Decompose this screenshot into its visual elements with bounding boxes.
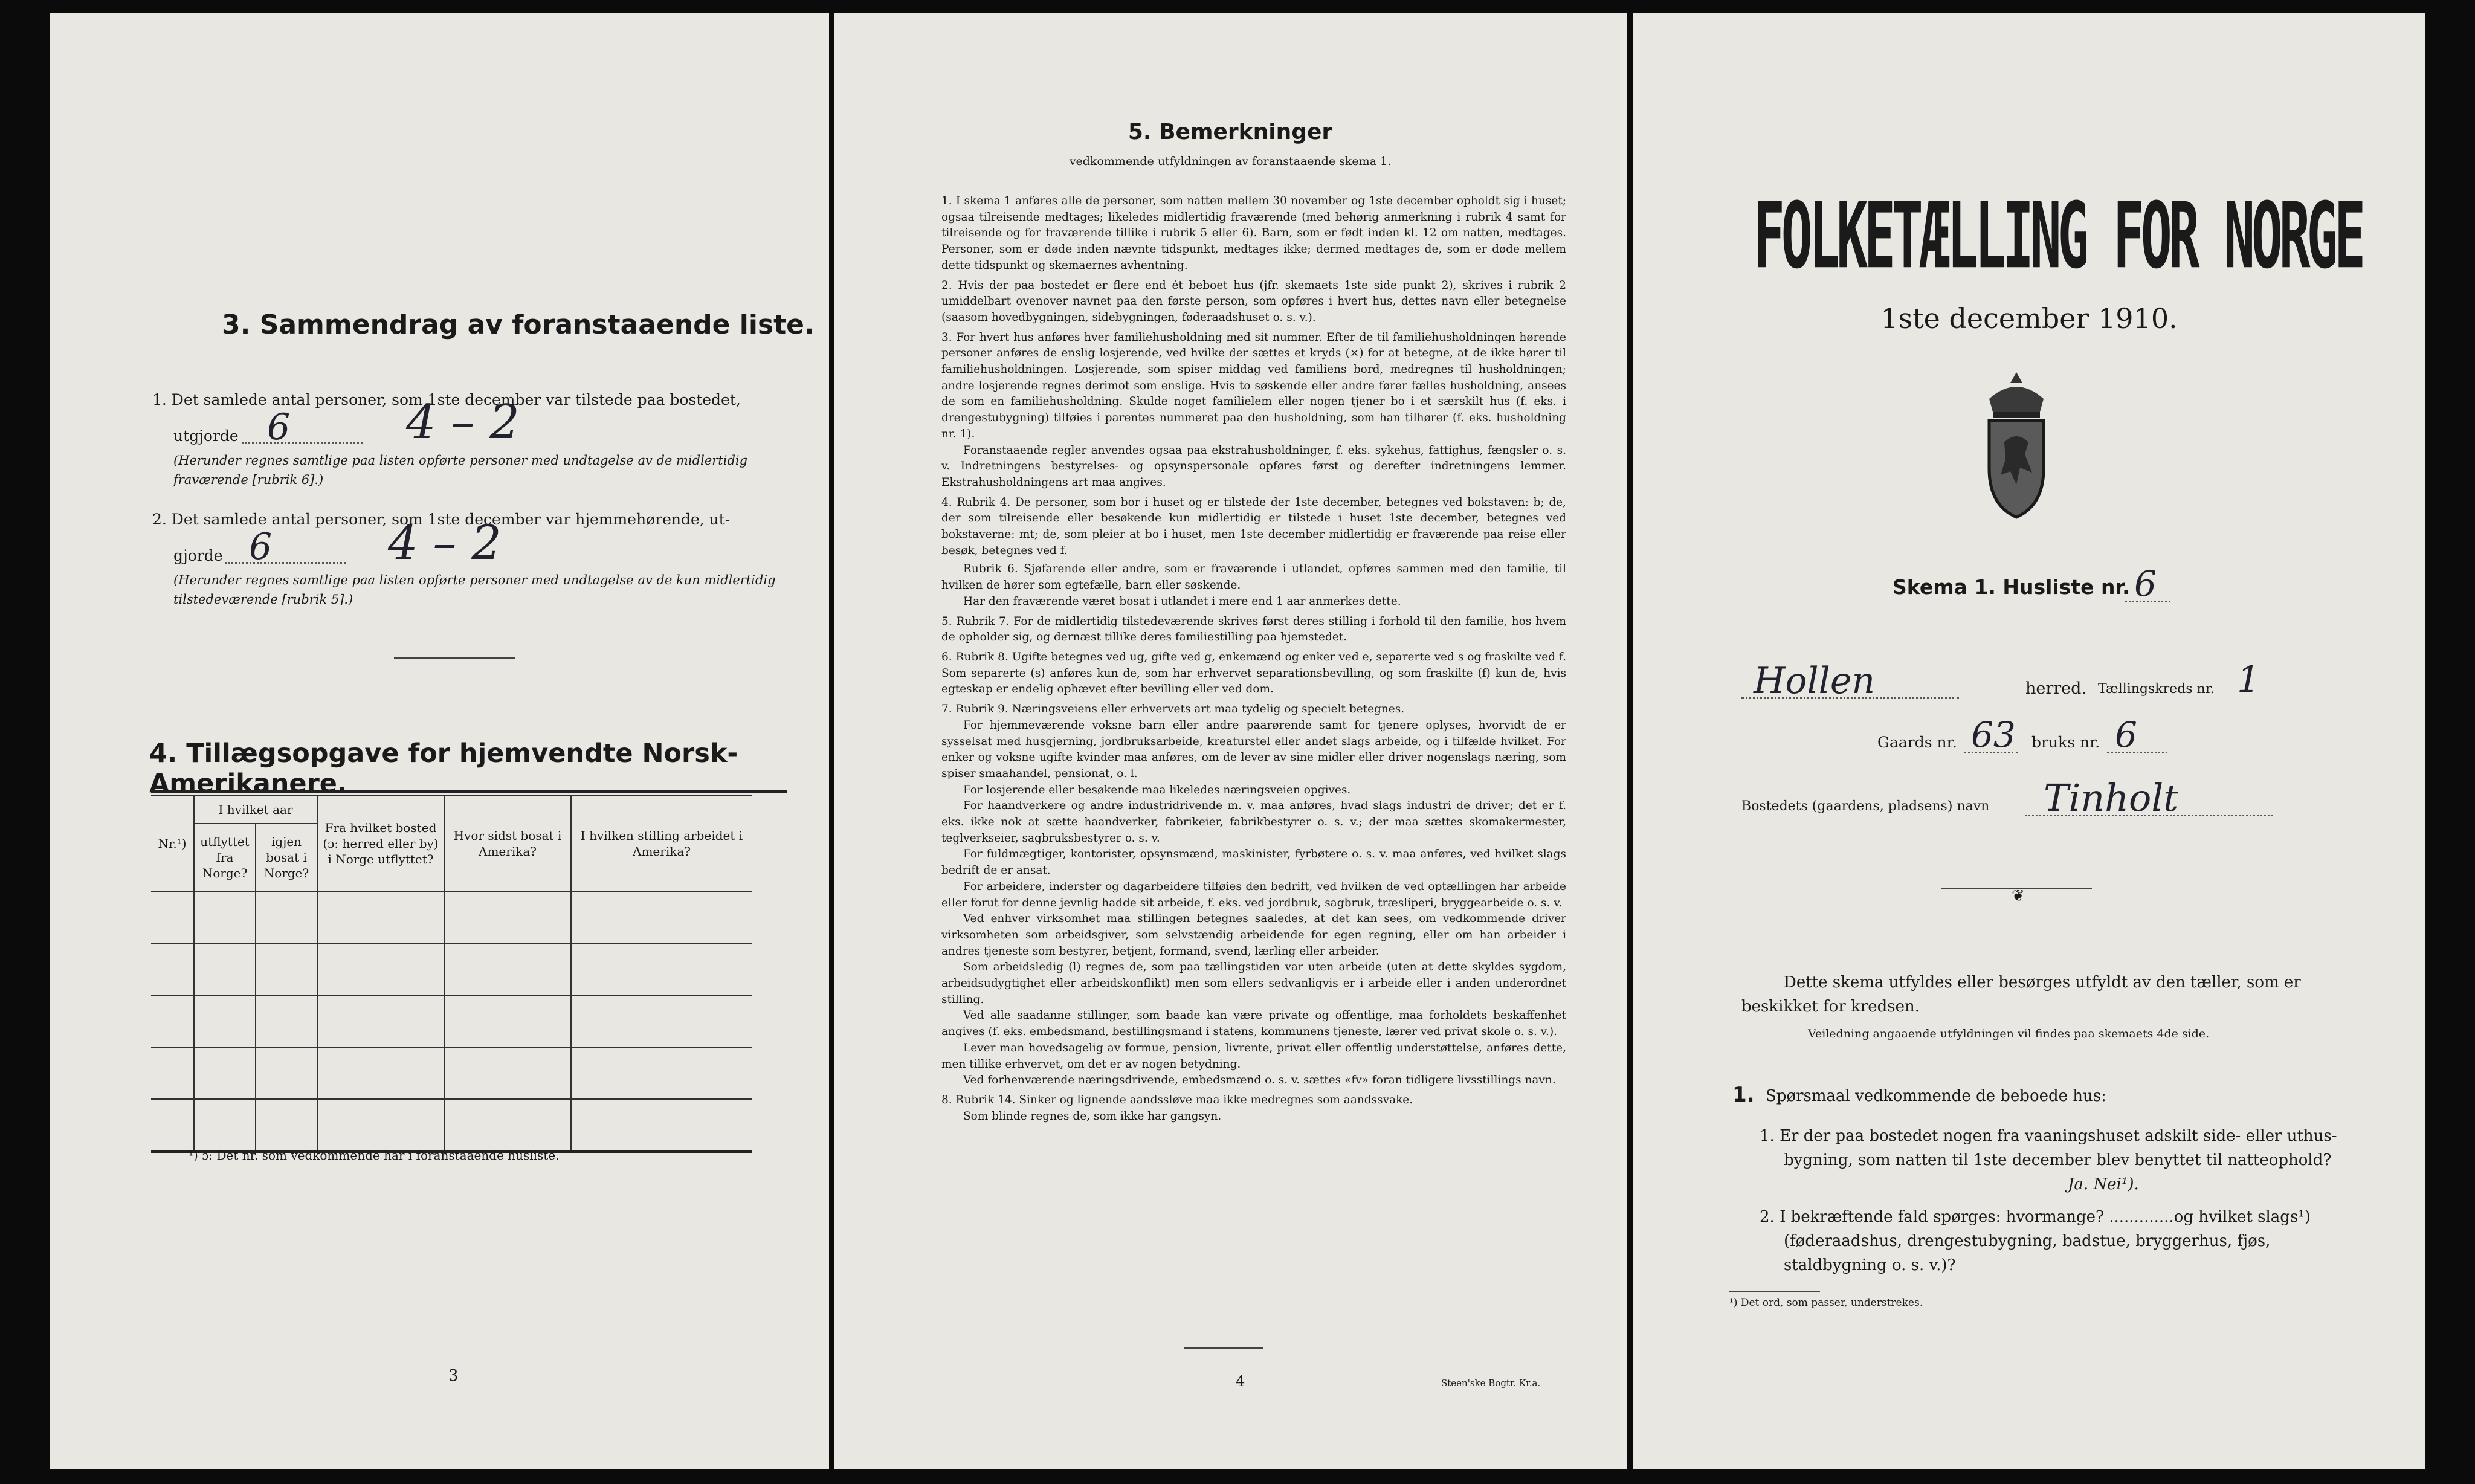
remark-paragraph: For fuldmægtiger, kontorister, opsynsmænd, maskinister, fyrbøtere o. s. v. maa anføres, ved hvilket slags bedrift de er ansat. — [941, 848, 1566, 877]
printer-mark: Steen'ske Bogtr. Kr.a. — [1441, 1378, 1541, 1389]
bruks-label: bruks nr. — [2031, 734, 2100, 751]
kreds-label: Tællingskreds nr. — [2098, 682, 2215, 697]
item1-handwritten: 4 – 2 — [406, 395, 520, 450]
remark-paragraph: Foranstaaende regler anvendes ogsaa paa ekstrahusholdninger, f. eks. sykehus, fattighus, fængsler o. s. v. Indretningens bestyrelses- og opsynspersonale opføres først og derefter indretningens lemmer. Ekstrahusholdningens art maa angives. — [941, 444, 1566, 489]
item1-text: 1. Det samlede antal personer, som 1ste december var tilstede paa bostedet, — [152, 391, 741, 408]
husliste-dotline — [2125, 601, 2170, 602]
intro-text: Dette skema utfyldes eller besørges utfyldt av den tæller, som er beskikket for kredsen. — [1741, 973, 2301, 1016]
item2-dotline — [225, 562, 346, 564]
footnote: ¹) Det ord, som passer, understrekes. — [1729, 1297, 1923, 1309]
gaards-value: 63 — [1971, 714, 2016, 755]
item2-gjorde-label: gjorde — [173, 547, 223, 564]
section3-title: 3. Sammendrag av foranstaaende liste. — [222, 309, 815, 340]
norsk-amerikanere-table — [151, 795, 752, 1153]
bosted-label: Bostedets (gaardens, pladsens) navn — [1741, 799, 1990, 814]
herred-dotline — [1741, 697, 1959, 699]
item1-utgjorde-label: utgjorde — [173, 427, 239, 445]
table-footnote: ¹) ɔ: Det nr. som vedkommende har i foranstaaende husliste. — [189, 1148, 560, 1163]
item2-note: (Herunder regnes samtlige paa listen opførte personer med undtagelse av de kun midlertidig tilstedeværende [rubrik 5].) — [173, 573, 776, 607]
page-number: 3 — [448, 1367, 459, 1385]
remark-paragraph: Ved forhenværende næringsdrivende, embedsmænd o. s. v. sættes «fv» foran tidligere livsstillings navn. — [963, 1074, 1556, 1087]
item2-value: 6 — [249, 526, 273, 568]
item2-text: 2. Det samlede antal personer, som 1ste december var hjemmehørende, ut- — [152, 511, 731, 528]
veiledning-text: Veiledning angaaende utfyldningen vil findes paa skemaets 4de side. — [1808, 1027, 2210, 1040]
bottom-rule — [1184, 1347, 1263, 1349]
remark-paragraph: Som arbeidsledig (l) regnes de, som paa tællingstiden var uten arbeide (uten at dette skyldes sygdom, arbeidsudygtighet eller arbeidskonflikt) men som ellers sedvanligvis er i arbeide eller i anden underordnet stilling. — [941, 961, 1566, 1006]
bosted-value: Tinholt — [2044, 776, 2179, 820]
gaards-label: Gaards nr. — [1877, 734, 1957, 751]
section4-title: 4. Tillægsopgave for hjemvendte Norsk-Amerikanere. — [149, 738, 738, 799]
remark-paragraph: 6. Rubrik 8. Ugifte betegnes ved ug, gifte ved g, enkemænd og enker ved e, separerte ved s og fraskilte ved f. Som separerte (s) anføres kun de, som har erhvervet separationsbevilling, og som fraskilte (f) kun de, hvis egteskap er endelig ophævet efter bevilling eller ved dom. — [941, 650, 1566, 696]
page-middle — [834, 13, 1627, 1469]
remarks-subtitle: vedkommende utfyldningen av foranstaaende skema 1. — [1069, 155, 1392, 168]
bosted-dotline — [2025, 815, 2273, 816]
th-stilling: I hvilken stilling arbeidet i Amerika? — [571, 796, 752, 891]
divider-rule — [394, 657, 515, 659]
page-number: 4 — [1236, 1373, 1245, 1390]
remarks-body — [941, 193, 1566, 1124]
table-row — [151, 1047, 752, 1099]
remark-paragraph: Lever man hovedsagelig av formue, pension, livrente, privat eller offentlig understøttelse, anføres dette, men tillike erhvervet, om det er av nogen betydning. — [941, 1041, 1566, 1071]
remark-paragraph: Som blinde regnes de, som ikke har gangsyn. — [963, 1109, 1222, 1123]
th-hvor: Hvor sidst bosat i Amerika? — [444, 796, 571, 891]
table-top-rule — [151, 790, 787, 793]
remark-paragraph: 1. I skema 1 anføres alle de personer, som natten mellem 30 november og 1ste december opholdt sig i huset; ogsaa tilreisende medtages; likeledes midlertidig fraværende (med behørig anmerkning i rubrik 4 samt for tilreisende og for fraværende tillike i rubrik 5 eller 6). Barn, som er født inden kl. 12 om natten, medtages. Personer, som er døde inden nævnte tidspunkt, medtages ikke; dermed medtages de, som er døde mellem dette tidspunkt og skemaernes avhentning. — [941, 195, 1566, 272]
coat-of-arms-icon — [1971, 370, 2062, 521]
question-1-options: Ja. Nei¹). — [2068, 1175, 2139, 1193]
item2-handwritten: 4 – 2 — [388, 516, 502, 570]
remark-paragraph: Ved alle saadanne stillinger, som baade kan være private og offentlige, maa forholdets beskaffenhet angives (f. eks. embedsmand, bestillingsmand i statens, kommunens tjeneste, lærer ved privat skole o. s. v.). — [941, 1009, 1566, 1039]
th-group: I hvilket aar — [194, 796, 317, 824]
ornament-icon: ❦ — [2012, 887, 2025, 905]
remark-paragraph: 7. Rubrik 9. Næringsveiens eller erhvervets art maa tydelig og specielt betegnes. — [941, 703, 1405, 716]
bruks-value: 6 — [2115, 714, 2137, 755]
remark-paragraph: For haandverkere og andre industridrivende m. v. maa anføres, hvad slags industri de driver; det er f. eks. ikke nok at sætte haandverker, fabrikeier, fabrikbestyrer o. s. v.; der maa sættes skomakermester, teglverkseier, sagbruksbestyrer o. s. v. — [941, 799, 1566, 845]
remark-paragraph: Rubrik 6. Sjøfarende eller andre, som er fraværende i utlandet, opføres sammen med den familie, til hvilken de hører som egtefælle, barn eller søskende. — [941, 563, 1566, 592]
remark-paragraph: For arbeidere, inderster og dagarbeidere tilføies den bedrift, ved hvilken de ved optællingen har arbeide eller forut for denne jevnlig hadde sit arbeide, f. eks. ved jordbruk, sagbruk, træsliperi, bryggearbeide o. s. v. — [941, 880, 1566, 909]
th-fra: Fra hvilket bosted (ɔ: herred eller by) i Norge utflyttet? — [317, 796, 444, 891]
remarks-title: 5. Bemerkninger — [1128, 120, 1333, 144]
skema-label: Skema 1. Husliste nr. — [1893, 575, 2130, 599]
th-nr: Nr.¹) — [151, 796, 194, 891]
table-row — [151, 943, 752, 995]
q-heading-num: 1. — [1732, 1083, 1755, 1107]
question-2: 2. I bekræftende fald spørges: hvormange? .............og hvilket slags¹) (føderaadshus, drengestubygning, badstue, bryggerhus, fjøs, staldbygning o. s. v.)? — [1760, 1208, 2311, 1274]
kreds-value: 1 — [2237, 659, 2260, 701]
census-date: 1ste december 1910. — [1880, 302, 2178, 335]
table-row — [151, 891, 752, 943]
remark-paragraph: 8. Rubrik 14. Sinker og lignende aandssløve maa ikke medregnes som aandssvake. — [941, 1093, 1413, 1106]
remark-paragraph: 3. For hvert hus anføres hver familiehusholdning med sit nummer. Efter de til familiehusholdningen hørende personer anføres de enslig losjerende, ved hvilke der sættes et kryds (×) for at betegne, at de ikke hører til familiehusholdningen. Losjerende, som spiser middag ved familiens bord, medregnes til husholdningen; andre losjerende regnes derimot som enslige. Hvis to søskende eller andre fører fælles husholdning, ansees de som en familiehusholdning. Skulde noget familielem eller nogen tjener bo i et særskilt hus (f. eks. i drengestubygning) tilføies i parentes nummeret paa den husholdning, som han tilhører (f. eks. husholdning nr. 1). — [941, 331, 1566, 440]
q-heading: Spørsmaal vedkommende de beboede hus: — [1766, 1087, 2106, 1105]
remark-paragraph: 5. Rubrik 7. For de midlertidig tilstedeværende skrives først deres stilling i forhold til den familie, hos hvem de opholder sig, og dernæst tillike deres familiestilling paa hjemstedet. — [941, 615, 1566, 644]
item1-value: 6 — [267, 406, 291, 448]
census-title: FOLKETÆLLING FOR NORGE — [1754, 184, 2363, 289]
remark-paragraph: 4. Rubrik 4. De personer, som bor i huset og er tilstede der 1ste december, betegnes ved bokstaven: b; de, der som tilreisende eller besøkende kun midlertidig er tilstede i huset 1ste december, betegnes ved bokstaverne: mt; de, som pleier at bo i huset, men 1ste december midlertidig er fraværende paa reise eller besøk, betegnes ved f. — [941, 495, 1566, 557]
table-row — [151, 995, 752, 1047]
table-row — [151, 1099, 752, 1152]
th-utflyttet: utflyttet fra Norge? — [194, 824, 256, 891]
remark-paragraph: For hjemmeværende voksne barn eller andre paarørende samt for tjenere oplyses, hvorvidt de er sysselsat med husgjerning, jordbruksarbeide, kreaturstel eller andet slags arbeide, og i tilfælde hvilket. For enker og voksne ugifte kvinder maa anføres, om de lever av sine midler eller driver nogenslags næring, som spiser smaahandel, pensionat, o. l. — [941, 718, 1566, 780]
herred-value: Hollen — [1754, 660, 1875, 702]
herred-label: herred. — [2025, 679, 2087, 698]
page-left — [50, 13, 829, 1469]
gaards-dotline — [1964, 752, 2018, 753]
husliste-value: 6 — [2134, 563, 2157, 604]
bruks-dotline — [2107, 752, 2167, 753]
remark-paragraph: For losjerende eller besøkende maa likeledes næringsveien opgives. — [963, 783, 1351, 796]
remark-paragraph: 2. Hvis der paa bostedet er flere end ét beboet hus (jfr. skemaets 1ste side punkt 2), skrives i rubrik 2 umiddelbart ovenover navnet paa den første person, som opføres i hvert hus, dettes navn eller betegnelse (saasom hovedbygningen, sidebygningen, føderaadshuset o. s. v.). — [941, 279, 1566, 324]
remark-paragraph: Har den fraværende været bosat i utlandet i mere end 1 aar anmerkes dette. — [963, 595, 1401, 608]
th-igjen: igjen bosat i Norge? — [256, 824, 317, 891]
item1-note: (Herunder regnes samtlige paa listen opførte personer med undtagelse av de midlertidig fraværende [rubrik 6].) — [173, 453, 748, 487]
footnote-rule — [1729, 1291, 1820, 1292]
page-right — [1633, 13, 2425, 1469]
question-1: 1. Er der paa bostedet nogen fra vaaningshuset adskilt side- eller uthus-bygning, som natten til 1ste december blev benyttet til natteophold? — [1760, 1127, 2337, 1169]
item1-dotline — [242, 442, 363, 444]
remark-paragraph: Ved enhver virksomhet maa stillingen betegnes saaledes, at det kan sees, om vedkommende driver virksomheten som arbeidsgiver, som selvstændig arbeidende for egen regning, eller om han arbeider i andres tjeneste som bestyrer, betjent, formand, svend, lærling eller arbeider. — [941, 912, 1566, 958]
